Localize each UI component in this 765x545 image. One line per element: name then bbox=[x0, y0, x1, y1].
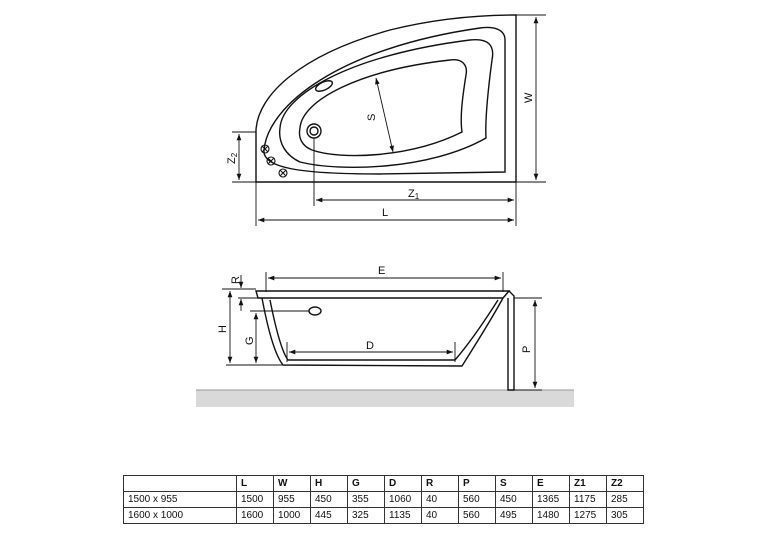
dim-z1-main: Z bbox=[408, 188, 415, 200]
header-cell: P bbox=[459, 476, 496, 492]
drain-inner bbox=[310, 127, 318, 135]
table-cell: 1600 bbox=[237, 508, 274, 524]
table-cell: 495 bbox=[496, 508, 533, 524]
table-cell: 325 bbox=[348, 508, 385, 524]
header-cell: W bbox=[274, 476, 311, 492]
table-cell: 1500 x 955 bbox=[124, 492, 237, 508]
table-cell: 1275 bbox=[570, 508, 607, 524]
table-cell: 1175 bbox=[570, 492, 607, 508]
dim-h-label: H bbox=[217, 325, 229, 333]
table-header-row bbox=[124, 476, 644, 492]
header-cell: S bbox=[496, 476, 533, 492]
header-cell: R bbox=[422, 476, 459, 492]
top-view bbox=[256, 15, 516, 182]
table-cell: 955 bbox=[274, 492, 311, 508]
dim-e-label: E bbox=[378, 265, 386, 277]
leg-markers bbox=[261, 145, 287, 177]
floor bbox=[196, 390, 574, 407]
header-cell: G bbox=[348, 476, 385, 492]
table-cell: 450 bbox=[311, 492, 348, 508]
basin-outer bbox=[280, 40, 493, 168]
dim-z2-main: Z bbox=[226, 157, 238, 164]
header-cell: L bbox=[237, 476, 274, 492]
dim-z2-sub: 2 bbox=[230, 152, 239, 158]
header-cell: E bbox=[533, 476, 570, 492]
table-cell: 40 bbox=[422, 508, 459, 524]
dim-d-label: D bbox=[366, 340, 374, 352]
table-row bbox=[124, 492, 644, 508]
header-cell: Z1 bbox=[570, 476, 607, 492]
dim-l-label: L bbox=[382, 207, 389, 219]
tub-inner-line bbox=[270, 300, 498, 360]
side-view-dimensions bbox=[222, 272, 542, 390]
table-cell: 560 bbox=[459, 492, 496, 508]
top-view-dimensions bbox=[232, 15, 546, 226]
table-cell: 40 bbox=[422, 492, 459, 508]
tub-body bbox=[262, 298, 503, 366]
dim-z1-sub: 1 bbox=[414, 192, 420, 201]
table-cell: 1000 bbox=[274, 508, 311, 524]
dim-p-label: P bbox=[521, 345, 533, 353]
tub-skirt bbox=[508, 291, 514, 390]
side-overflow bbox=[309, 307, 321, 315]
header-cell: D bbox=[385, 476, 422, 492]
dim-g-label: G bbox=[244, 336, 256, 345]
table-cell: 285 bbox=[607, 492, 644, 508]
table-cell: 1135 bbox=[385, 508, 422, 524]
table-cell: 1060 bbox=[385, 492, 422, 508]
table-cell: 450 bbox=[496, 492, 533, 508]
dim-s-label: S bbox=[366, 113, 378, 121]
table-cell: 1480 bbox=[533, 508, 570, 524]
header-cell: Z2 bbox=[607, 476, 644, 492]
header-cell: H bbox=[311, 476, 348, 492]
table-cell: 1500 bbox=[237, 492, 274, 508]
table-cell: 305 bbox=[607, 508, 644, 524]
drain-outer bbox=[307, 124, 321, 138]
dim-z1-label bbox=[408, 188, 420, 201]
table-cell: 355 bbox=[348, 492, 385, 508]
dim-z2-label bbox=[226, 152, 239, 164]
dim-w-label: W bbox=[523, 92, 535, 103]
table-cell: 1365 bbox=[533, 492, 570, 508]
tub-inner-rim bbox=[264, 28, 505, 175]
table-cell: 445 bbox=[311, 508, 348, 524]
dim-r-label: R bbox=[230, 276, 242, 284]
tub-rim bbox=[256, 291, 509, 298]
header-cell bbox=[124, 476, 237, 492]
table-row bbox=[124, 508, 644, 524]
table-cell: 560 bbox=[459, 508, 496, 524]
table-cell: 1600 x 1000 bbox=[124, 508, 237, 524]
dimension-table bbox=[123, 475, 644, 524]
